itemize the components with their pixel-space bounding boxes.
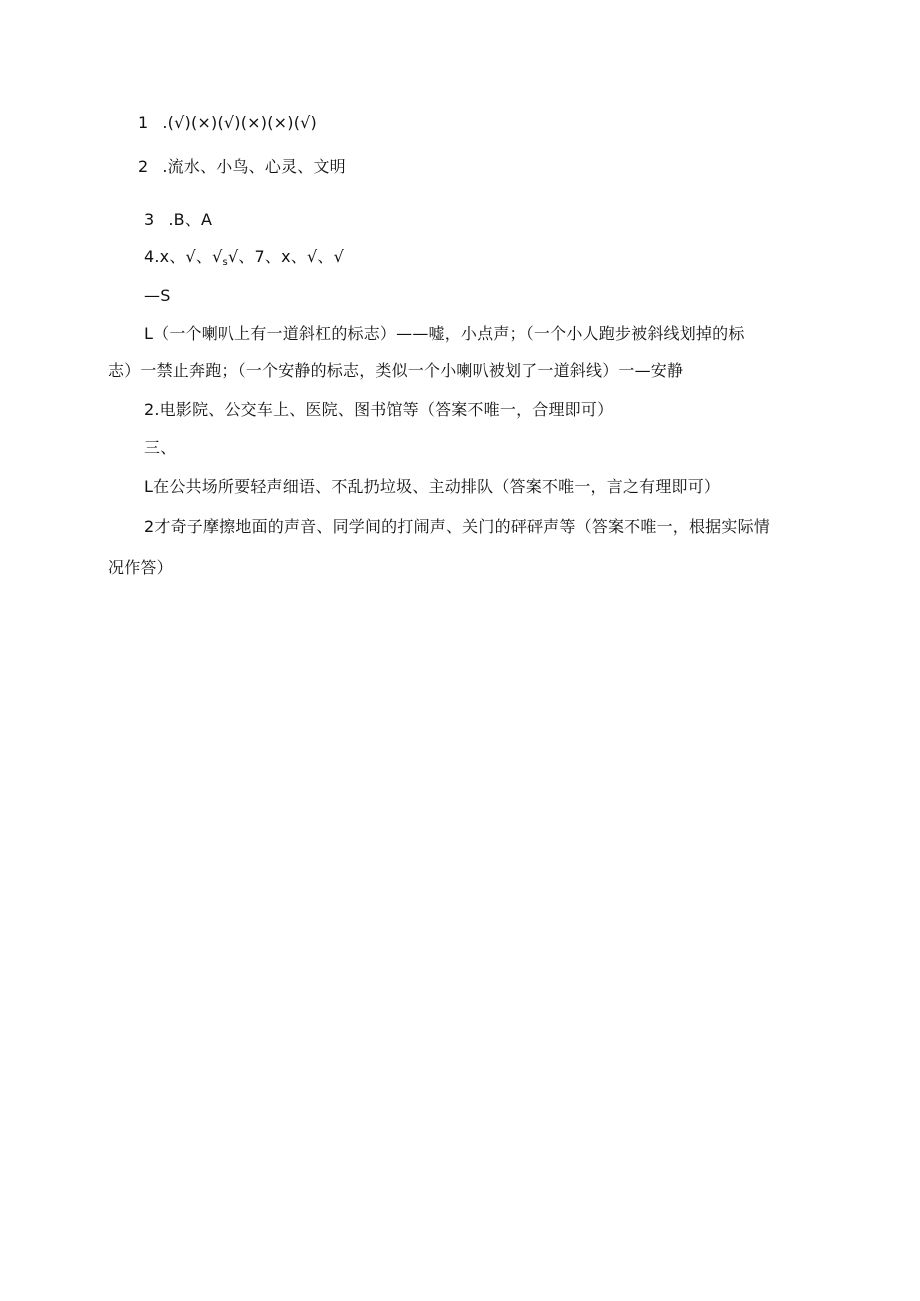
answer-text: 况作答） xyxy=(108,558,173,577)
section-heading-text: —S xyxy=(144,286,171,305)
answer-line-3 xyxy=(144,210,212,230)
section-heading-text: 三、 xyxy=(144,438,177,457)
answer-text-part-b: √、7、x、√、√ xyxy=(227,247,344,266)
answer-subscript: s xyxy=(222,257,228,268)
answer-line-6 xyxy=(144,400,613,420)
answer-line-5-first xyxy=(144,324,745,344)
item-number: 2 xyxy=(138,157,149,176)
answer-line-8-cont xyxy=(108,558,173,578)
answer-line-4 xyxy=(144,247,344,273)
answer-text: .流水、小鸟、心灵、文明 xyxy=(162,157,346,176)
section-heading-2 xyxy=(144,286,171,306)
answer-line-8-first xyxy=(144,517,770,537)
answer-text: 2才奇子摩擦地面的声音、同学间的打闹声、关门的砰砰声等（答案不唯一，根据实际情 xyxy=(144,517,770,536)
answer-line-5-cont xyxy=(108,361,683,381)
answer-text-part-a: 4.x、√、√ xyxy=(144,247,223,266)
answer-text: L在公共场所要轻声细语、不乱扔垃圾、主动排队（答案不唯一，言之有理即可） xyxy=(144,477,721,496)
answer-text: 志）一禁止奔跑；（一个安静的标志，类似一个小喇叭被划了一道斜线）一—安静 xyxy=(108,361,684,380)
item-number: 3 xyxy=(144,210,155,229)
answer-line-2 xyxy=(138,157,346,177)
answer-line-7 xyxy=(144,477,720,497)
answer-text: .(√)(×)(√)(×)(×)(√) xyxy=(162,113,317,132)
answer-text: .B、A xyxy=(168,210,213,229)
answer-line-1 xyxy=(138,113,317,133)
answer-text: 2.电影院、公交车上、医院、图书馆等（答案不唯一，合理即可） xyxy=(144,400,614,419)
answer-text: L（一个喇叭上有一道斜杠的标志）——嘘，小点声；（一个小人跑步被斜线划掉的标 xyxy=(144,324,745,343)
section-heading-3 xyxy=(144,438,176,458)
item-number: 1 xyxy=(138,113,149,132)
